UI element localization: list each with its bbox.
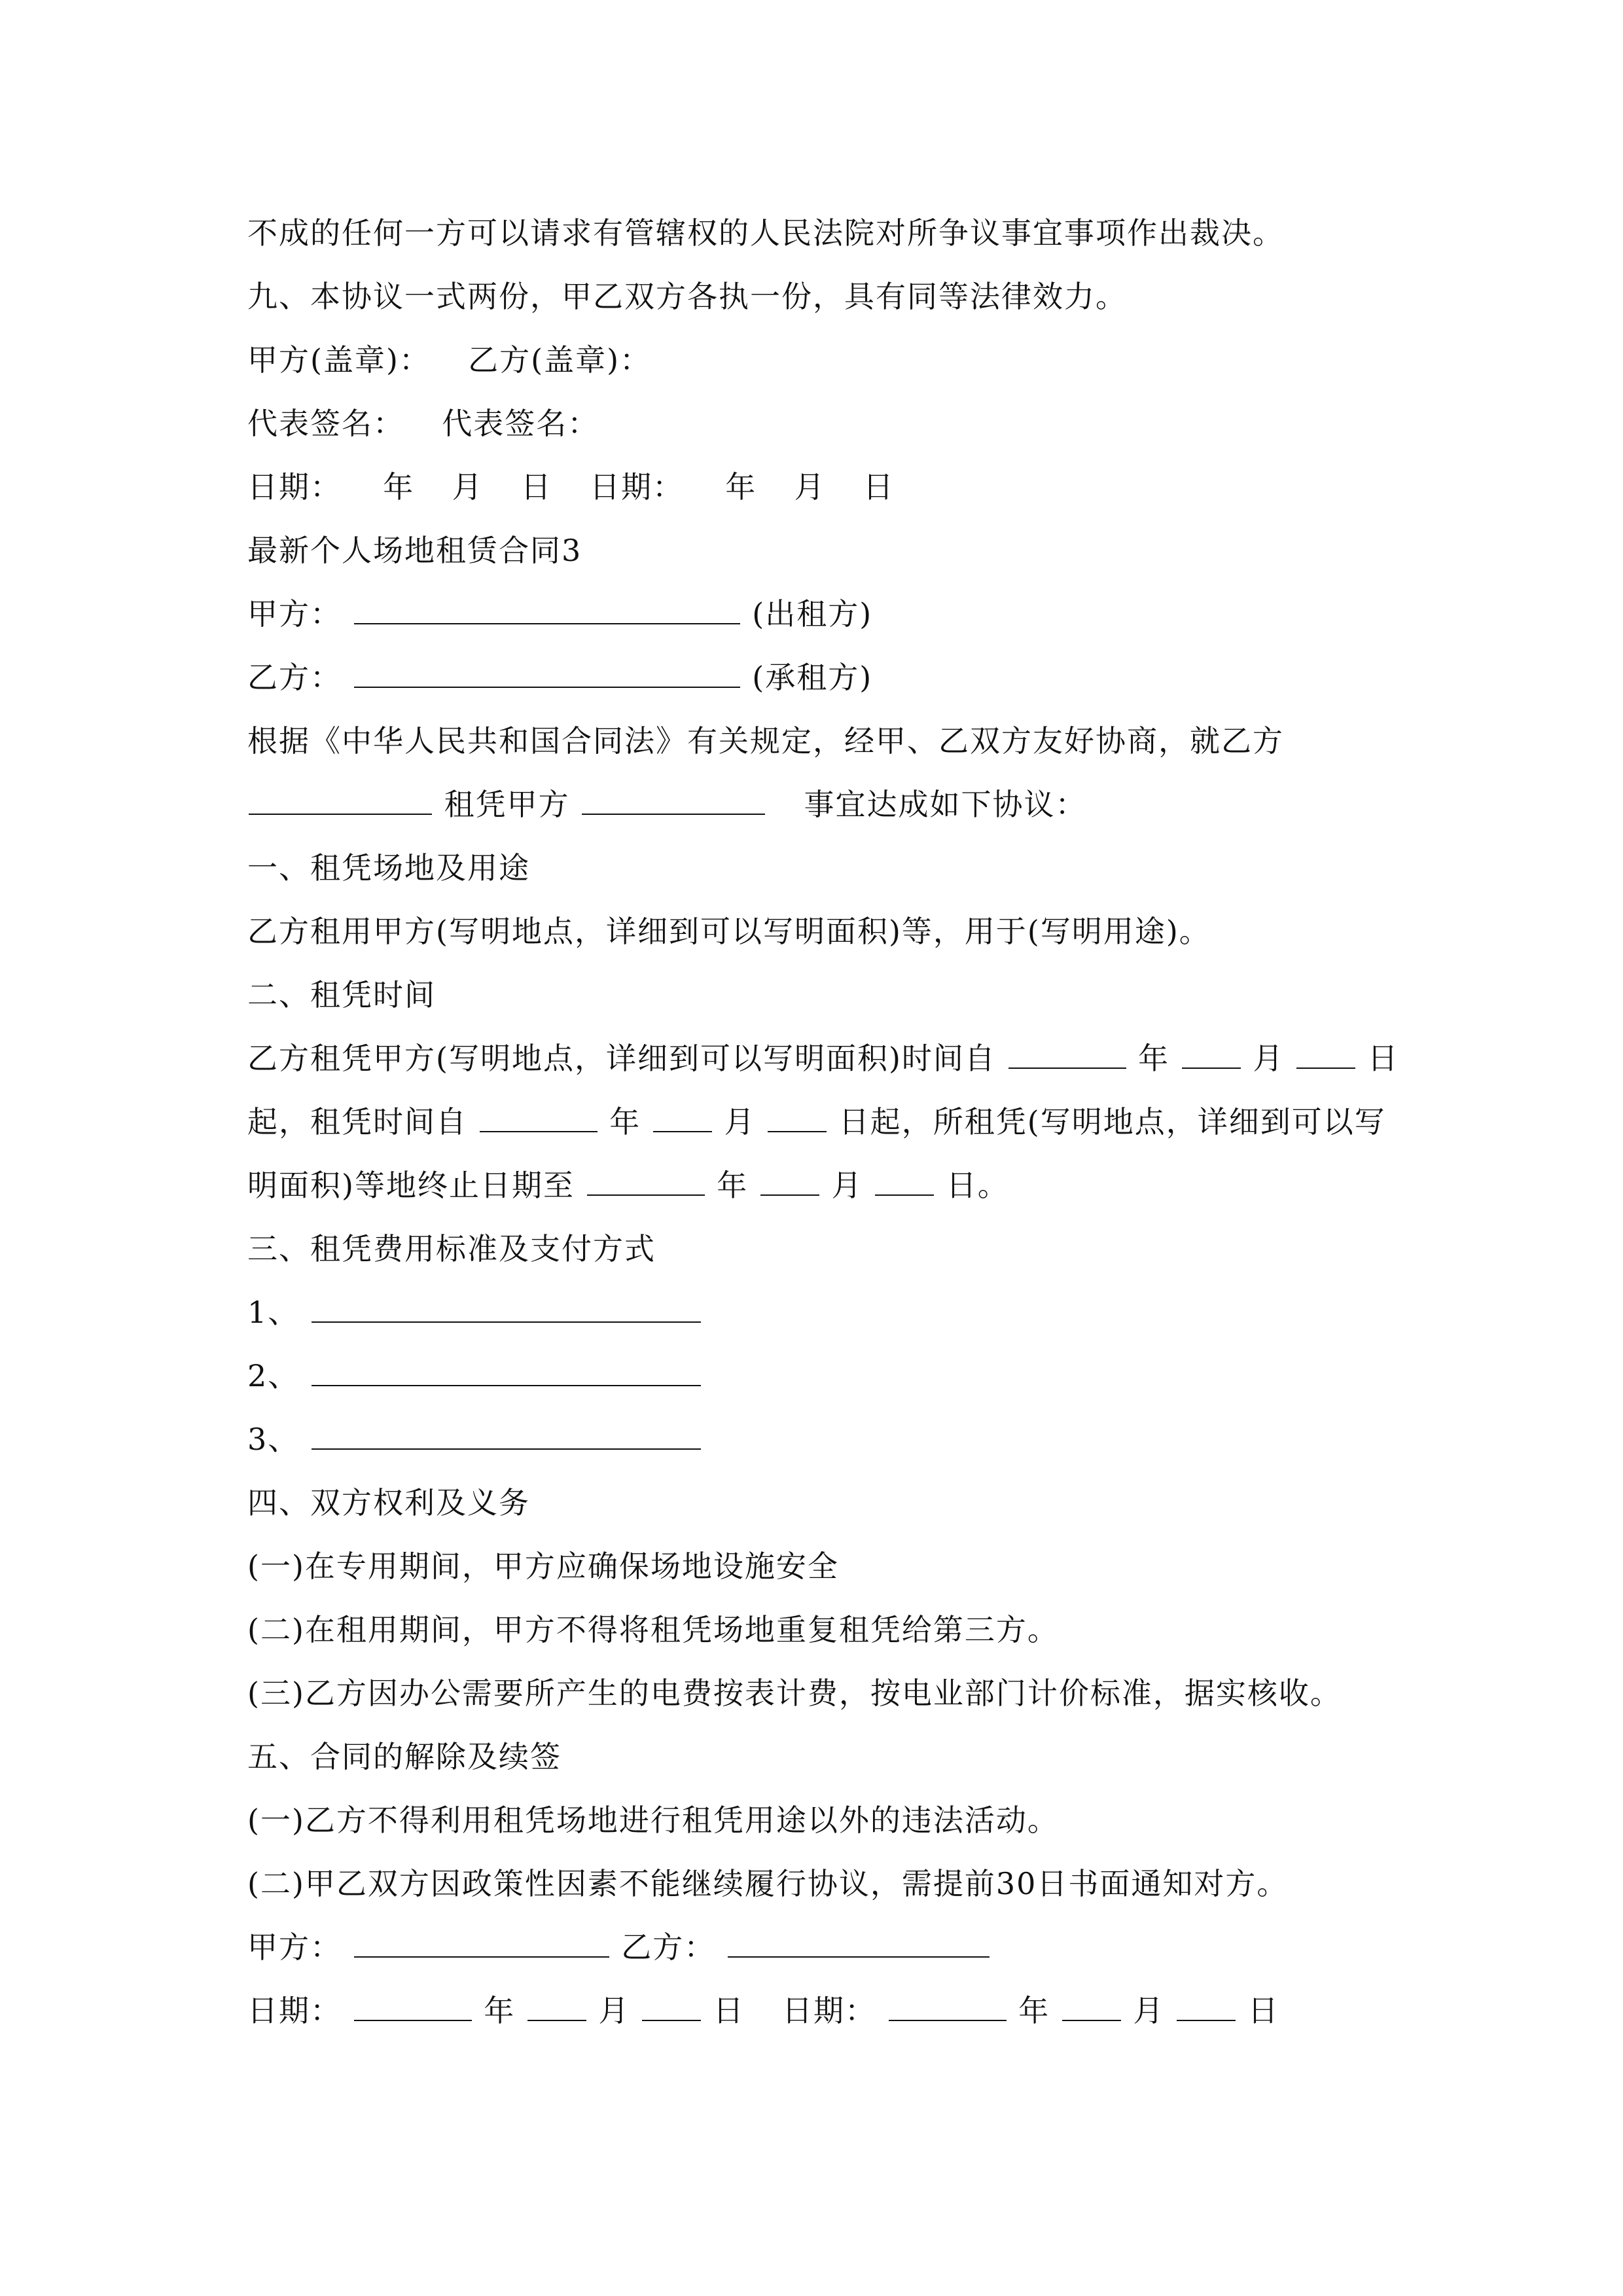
text-line	[247, 1027, 1438, 1090]
signature-line	[247, 392, 1438, 456]
text-segment: 五、合同的解除及续签	[247, 1739, 562, 1774]
blank-field[interactable]	[582, 774, 765, 815]
section-heading	[247, 1471, 1438, 1535]
party-b-blank[interactable]	[354, 647, 740, 688]
text-line	[247, 709, 1438, 773]
day-label: 日	[520, 469, 552, 505]
seal-line	[247, 329, 1438, 392]
document-body	[247, 202, 1438, 2043]
text-segment: 九、本协议一式两份，甲乙双方各执一份，具有同等法律效力。	[247, 279, 1127, 314]
month-label: 月	[724, 1104, 756, 1139]
party-a-label: 甲方：	[247, 596, 342, 632]
list-item	[247, 1281, 1438, 1344]
day-label: 日	[863, 469, 895, 505]
text-segment: 租凭甲方	[444, 787, 570, 822]
text-line	[247, 1789, 1438, 1852]
text-segment: 四、双方权利及义务	[247, 1485, 530, 1520]
date-label: 日期：	[590, 469, 684, 505]
month-blank[interactable]	[760, 1155, 819, 1196]
text-segment: 明面积)等地终止日期至	[247, 1168, 575, 1203]
month-label: 月	[831, 1168, 863, 1203]
text-segment: 一、租凭场地及用途	[247, 850, 530, 886]
contract-title	[247, 519, 1438, 583]
day-label: 日	[1247, 1993, 1279, 2028]
list-number: 1、	[247, 1295, 300, 1330]
text-line	[247, 900, 1438, 963]
party-b-sign-label: 乙方：	[621, 1929, 716, 1965]
text-segment: 乙方租凭甲方(写明地点，详细到可以写明面积)时间自	[247, 1041, 996, 1076]
party-b-seal-label: 乙方(盖章)：	[468, 342, 652, 378]
party-a-signature-label: 代表签名：	[247, 406, 404, 441]
text-segment: (一)乙方不得利用租凭场地进行租凭用途以外的违法活动。	[247, 1803, 1059, 1838]
party-b-label: 乙方：	[247, 660, 342, 695]
text-segment: 起，租凭时间自	[247, 1104, 467, 1139]
party-a-sign-label: 甲方：	[247, 1929, 342, 1965]
year-blank[interactable]	[354, 1981, 472, 2021]
party-a-sign-blank[interactable]	[354, 1917, 609, 1958]
year-label: 年	[383, 469, 415, 505]
text-segment: 不成的任何一方可以请求有管辖权的人民法院对所争议事宜事项作出裁决。	[247, 215, 1284, 251]
day-label: 日	[1367, 1041, 1399, 1076]
party-a-blank[interactable]	[354, 584, 740, 624]
text-segment: 日起，所租凭(写明地点，详细到可以写	[838, 1104, 1386, 1139]
blank-field[interactable]	[249, 774, 432, 815]
party-b-signature-label: 代表签名：	[442, 406, 599, 441]
text-line	[247, 1598, 1438, 1662]
day-blank[interactable]	[875, 1155, 934, 1196]
month-label: 月	[1133, 1993, 1165, 2028]
date-label: 日期：	[247, 469, 342, 505]
list-item	[247, 1408, 1438, 1471]
party-b-sign-blank[interactable]	[728, 1917, 990, 1958]
text-line	[247, 1852, 1438, 1916]
section-heading	[247, 836, 1438, 900]
day-blank[interactable]	[768, 1092, 827, 1132]
month-blank[interactable]	[1182, 1028, 1241, 1069]
party-a-line	[247, 583, 1438, 646]
list-number: 3、	[247, 1422, 300, 1457]
date-label: 日期：	[782, 1993, 876, 2028]
month-label: 月	[1253, 1041, 1285, 1076]
year-blank[interactable]	[587, 1155, 705, 1196]
text-line	[247, 202, 1438, 265]
text-segment: 根据《中华人民共和国合同法》有关规定，经甲、乙双方友好协商，就乙方	[247, 723, 1284, 759]
year-label: 年	[1018, 1993, 1050, 2028]
item-blank[interactable]	[312, 1409, 701, 1450]
month-blank[interactable]	[653, 1092, 712, 1132]
party-a-seal-label: 甲方(盖章)：	[247, 342, 431, 378]
day-label: 日	[713, 1993, 745, 2028]
day-label: 日。	[946, 1168, 1009, 1203]
text-line	[247, 1090, 1438, 1154]
month-blank[interactable]	[1062, 1981, 1121, 2021]
text-line	[247, 1154, 1438, 1217]
text-segment: (三)乙方因办公需要所产生的电费按表计费，按电业部门计价标准，据实核收。	[247, 1676, 1342, 1711]
list-item	[247, 1344, 1438, 1408]
text-line	[247, 265, 1438, 329]
text-segment: (二)在租用期间，甲方不得将租凭场地重复租凭给第三方。	[247, 1612, 1059, 1647]
text-line	[247, 1535, 1438, 1598]
year-label: 年	[484, 1993, 516, 2028]
text-segment: (一)在专用期间，甲方应确保场地设施安全	[247, 1549, 839, 1584]
year-label: 年	[717, 1168, 749, 1203]
text-segment: 事宜达成如下协议：	[804, 787, 1087, 822]
date-label: 日期：	[247, 1993, 342, 2028]
item-blank[interactable]	[312, 1346, 701, 1386]
section-heading	[247, 963, 1438, 1027]
text-segment: (二)甲乙双方因政策性因素不能继续履行协议，需提前30日书面通知对方。	[247, 1866, 1289, 1901]
year-blank[interactable]	[480, 1092, 597, 1132]
list-number: 2、	[247, 1358, 300, 1393]
month-label: 月	[794, 469, 826, 505]
day-blank[interactable]	[1296, 1028, 1355, 1069]
text-segment: 二、租凭时间	[247, 977, 436, 1013]
month-label: 月	[598, 1993, 630, 2028]
text-segment: 三、租凭费用标准及支付方式	[247, 1231, 656, 1266]
year-blank[interactable]	[889, 1981, 1007, 2021]
text-segment: 乙方租用甲方(写明地点，详细到可以写明面积)等，用于(写明用途)。	[247, 914, 1211, 949]
month-blank[interactable]	[527, 1981, 586, 2021]
year-label: 年	[1138, 1041, 1170, 1076]
signature-date-line	[247, 1979, 1438, 2043]
year-label: 年	[725, 469, 757, 505]
section-heading	[247, 1725, 1438, 1789]
section-heading	[247, 1217, 1438, 1281]
year-label: 年	[609, 1104, 641, 1139]
month-label: 月	[452, 469, 484, 505]
day-blank[interactable]	[1177, 1981, 1236, 2021]
party-b-line	[247, 646, 1438, 709]
year-blank[interactable]	[1008, 1028, 1126, 1069]
text-line	[247, 773, 1438, 836]
text-line	[247, 1662, 1438, 1725]
day-blank[interactable]	[642, 1981, 701, 2021]
text-segment: 最新个人场地租赁合同3	[247, 533, 582, 568]
item-blank[interactable]	[312, 1282, 701, 1323]
signature-block	[247, 1916, 1438, 1979]
date-line	[247, 456, 1438, 519]
party-a-role: (出租方)	[752, 596, 873, 632]
party-b-role: (承租方)	[752, 660, 873, 695]
